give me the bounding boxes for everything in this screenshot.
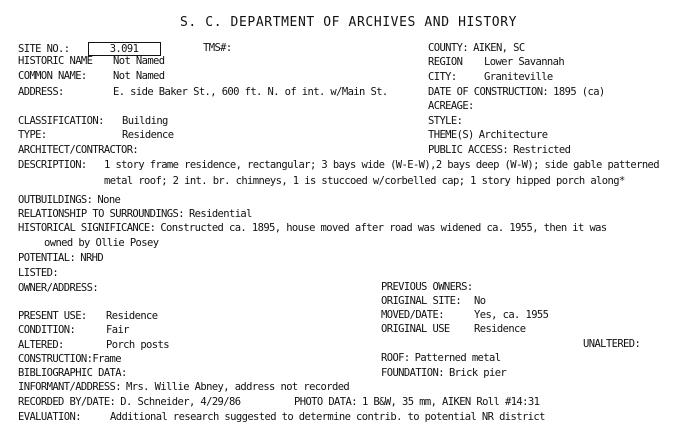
informant-label: INFORMANT/ADDRESS: bbox=[18, 381, 121, 393]
listed-row bbox=[18, 267, 58, 279]
original-use-value: Residence bbox=[474, 323, 526, 335]
potential-label: POTENTIAL: bbox=[18, 252, 76, 264]
themes-label: THEME(S) bbox=[428, 129, 474, 141]
acreage-label: ACREAGE: bbox=[428, 100, 474, 112]
evaluation-value: Additional research suggested to determine contrib. to potential NR district bbox=[110, 411, 545, 423]
condition-label: CONDITION: bbox=[18, 324, 76, 336]
acreage-row bbox=[428, 100, 474, 112]
county-label: COUNTY: bbox=[428, 42, 469, 54]
address-label: ADDRESS: bbox=[18, 86, 64, 98]
architect-row bbox=[18, 144, 138, 156]
foundation-row bbox=[381, 367, 506, 379]
recorded-row bbox=[18, 396, 240, 408]
classification-label: CLASSIFICATION: bbox=[18, 115, 104, 127]
region-label: REGION bbox=[428, 56, 463, 68]
construction-value: Frame bbox=[92, 353, 121, 365]
construction-date-row bbox=[428, 86, 605, 98]
owner-label: OWNER/ADDRESS: bbox=[18, 282, 99, 294]
bibliographic-label: BIBLIOGRAPHIC DATA: bbox=[18, 367, 127, 379]
relationship-label: RELATIONSHIP TO SURROUNDINGS: bbox=[18, 208, 184, 220]
style-label: STYLE: bbox=[428, 115, 463, 127]
historical-line-2: owned by Ollie Posey bbox=[44, 237, 159, 249]
historic-name-value: Not Named bbox=[113, 55, 165, 67]
public-access-row bbox=[428, 144, 570, 156]
address-value: E. side Baker St., 600 ft. N. of int. w/Main St. bbox=[113, 86, 388, 98]
original-site-label: ORIGINAL SITE: bbox=[381, 295, 462, 307]
themes-row bbox=[428, 129, 547, 141]
region-value: Lower Savannah bbox=[484, 56, 565, 68]
altered-value: Porch posts bbox=[106, 339, 169, 351]
bibliographic-row bbox=[18, 367, 127, 379]
relationship-value: Residential bbox=[188, 208, 252, 220]
outbuildings-row bbox=[18, 194, 120, 206]
moved-date-label: MOVED/DATE: bbox=[381, 309, 444, 321]
description-line-1: 1 story frame residence, rectangular; 3 bays wide (W-E-W),2 bays deep (W-W); side gable patterned bbox=[104, 159, 659, 171]
previous-owners-row bbox=[381, 281, 473, 293]
county-row bbox=[428, 42, 525, 54]
informant-row bbox=[18, 381, 349, 393]
historical-label: HISTORICAL SIGNIFICANCE: bbox=[18, 222, 156, 234]
unaltered-label: UNALTERED: bbox=[583, 338, 641, 350]
architect-label: ARCHITECT/CONTRACTOR: bbox=[18, 144, 139, 156]
themes-value: Architecture bbox=[478, 129, 548, 141]
photo-row bbox=[294, 396, 539, 408]
foundation-value: Brick pier bbox=[448, 367, 507, 379]
public-access-value: Restricted bbox=[513, 144, 571, 156]
original-site-value: No bbox=[474, 295, 486, 307]
present-use-label: PRESENT USE: bbox=[18, 310, 87, 322]
construction-date-value: 1895 (ca) bbox=[553, 86, 605, 98]
description-label: DESCRIPTION: bbox=[18, 159, 87, 171]
form-title: S. C. DEPARTMENT OF ARCHIVES AND HISTORY bbox=[180, 15, 518, 30]
photo-label: PHOTO DATA: bbox=[294, 396, 357, 408]
type-label: TYPE: bbox=[18, 129, 47, 141]
evaluation-label: EVALUATION: bbox=[18, 411, 81, 423]
construction-date-label: DATE OF CONSTRUCTION: bbox=[428, 86, 549, 98]
construction-label: CONSTRUCTION: bbox=[18, 353, 93, 365]
site-no-label: SITE NO.: bbox=[18, 43, 70, 55]
historical-row bbox=[18, 222, 607, 234]
original-use-label: ORIGINAL USE bbox=[381, 323, 450, 335]
photo-value: 1 B&W, 35 mm, AIKEN Roll #14:31 bbox=[361, 396, 540, 408]
roof-label: ROOF: bbox=[381, 352, 410, 364]
roof-value: Patterned metal bbox=[414, 352, 501, 364]
public-access-label: PUBLIC ACCESS: bbox=[428, 144, 509, 156]
city-value: Graniteville bbox=[484, 71, 553, 83]
recorded-value: D. Schneider, 4/29/86 bbox=[120, 396, 241, 408]
tms-label: TMS#: bbox=[203, 42, 232, 54]
common-name-value: Not Named bbox=[113, 70, 165, 82]
potential-value: NRHD bbox=[80, 252, 104, 264]
condition-value: Fair bbox=[106, 324, 129, 336]
historic-name-label: HISTORIC NAME bbox=[18, 55, 93, 67]
listed-label: LISTED: bbox=[18, 267, 59, 279]
owner-row bbox=[18, 282, 98, 294]
moved-date-value: Yes, ca. 1955 bbox=[474, 309, 549, 321]
historical-line-1: Constructed ca. 1895, house moved after road was widened ca. 1955, then it was bbox=[160, 222, 607, 234]
informant-value: Mrs. Willie Abney, address not recorded bbox=[126, 381, 350, 393]
description-line-2: metal roof; 2 int. br. chimneys, 1 is stuccoed w/corbelled cap; 1 story hipped porch along* bbox=[104, 175, 625, 187]
previous-owners-label: PREVIOUS OWNERS: bbox=[381, 281, 473, 293]
style-row bbox=[428, 115, 462, 127]
outbuildings-label: OUTBUILDINGS: bbox=[18, 194, 93, 206]
outbuildings-value: None bbox=[97, 194, 121, 206]
recorded-label: RECORDED BY/DATE: bbox=[18, 396, 116, 408]
relationship-row bbox=[18, 208, 252, 220]
tms-row bbox=[203, 42, 232, 54]
site-no-value: 3.091 bbox=[88, 42, 161, 56]
roof-row bbox=[381, 352, 500, 364]
common-name-label: COMMON NAME: bbox=[18, 70, 87, 82]
altered-label: ALTERED: bbox=[18, 339, 64, 351]
unaltered-row bbox=[583, 338, 640, 350]
present-use-value: Residence bbox=[106, 310, 158, 322]
potential-row bbox=[18, 252, 103, 264]
city-label: CITY: bbox=[428, 71, 457, 83]
construction-row bbox=[18, 353, 121, 365]
site-no-row bbox=[18, 42, 161, 56]
type-value: Residence bbox=[122, 129, 174, 141]
classification-value: Building bbox=[122, 115, 168, 127]
county-value: AIKEN, SC bbox=[473, 42, 525, 54]
foundation-label: FOUNDATION: bbox=[381, 367, 444, 379]
